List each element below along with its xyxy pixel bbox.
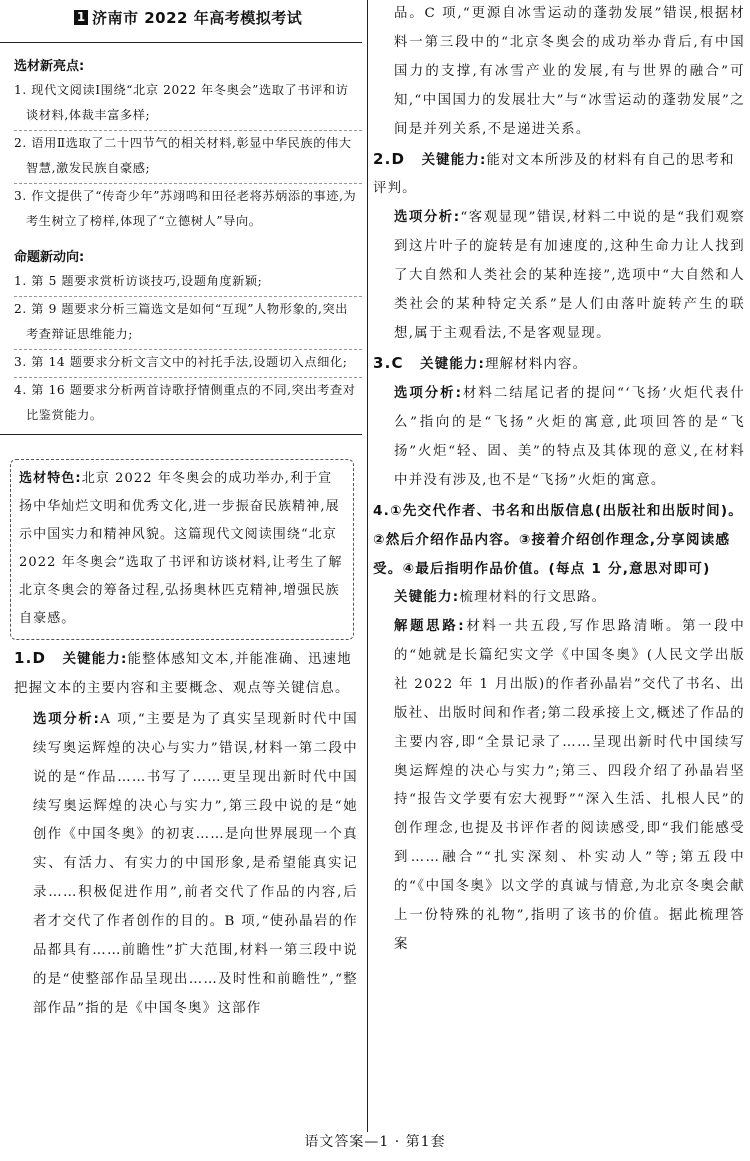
right-column bbox=[373, 0, 745, 960]
analysis-text: “客观显现”错误,材料二中说的是“我们观察到这片叶子的旋转是有加速度的,这种生命力让人找到了大自然和人类社会的某种连接”,选项中“大自然和人类社会的某种特定关系”是人们由落叶旋转产生的联想,属于主观看法,不是客观显现。 bbox=[394, 210, 746, 341]
exam-title: 济南市 2022 年高考模拟考试 bbox=[92, 8, 303, 27]
question-3-answer bbox=[373, 351, 745, 380]
trend-item: 3. 第 14 题要求分析文言文中的衬托手法,设题切入点细化; bbox=[14, 355, 348, 369]
exam-header bbox=[0, 0, 362, 34]
trend-item: 2. 第 9 题要求分析三篇选文是如何“互现”人物形象的,突出考查辩证思维能力; bbox=[14, 302, 349, 341]
ability-text: 梳理材料的行文思路。 bbox=[459, 590, 607, 606]
material-feature-text: 北京 2022 年冬奥会的成功举办,利于宣扬中华灿烂文明和优秀文化,进一步振奋民族精神,展示中国实力和精神风貌。这篇现代文阅读围绕“北京 2022 年冬奥会”选取了书评和访谈材料,让考生了解北京冬奥会的筹备过程,弘扬奥林匹克精神,增强民族自豪感。 bbox=[19, 471, 343, 626]
question-4-idea bbox=[373, 613, 745, 960]
ability-text: 理解材料内容。 bbox=[485, 356, 588, 372]
left-column bbox=[0, 0, 362, 1024]
solution-idea-label: 解题思路: bbox=[394, 619, 465, 635]
ability-label: 关键能力: bbox=[62, 652, 128, 667]
answer-letter: D bbox=[391, 149, 406, 168]
answer-letter: C bbox=[391, 353, 404, 372]
material-feature-box bbox=[10, 459, 354, 640]
ability-text: 能整体感知文本,并能准确、迅速地把握文本的主要内容和主要概念、观点等关键信息。 bbox=[14, 652, 352, 696]
question-2-answer bbox=[373, 147, 745, 205]
ability-label: 关键能力: bbox=[394, 590, 460, 606]
analysis-label: 选项分析: bbox=[394, 210, 461, 226]
analysis-text: A 项,“主要是为了真实呈现新时代中国续写奥运辉煌的决心与实力”错误,材料一第二段中说的是“作品……书写了……更呈现出新时代中国续写奥运辉煌的决心与实力”,第三段中说的是“她创作《中国冬奥》的初衷……是向世界展现一个真实、有活力、有实力的中国形象,是希望能真实记录……积极促进作用”,前者交代了作品的内容,后者才交代了作者创作的目的。B 项,“使孙晶岩的作品都具有……前瞻性”扩大范围,材料一第三段中说的是“使整部作品呈现出……及时性和前瞻性”,“整部作品”指的是《中国冬奥》这部作 bbox=[33, 711, 358, 1016]
trend-item: 1. 第 5 题要求赏析访谈技巧,设题角度新颖; bbox=[14, 274, 263, 288]
ability-label: 关键能力: bbox=[421, 152, 487, 168]
material-feature-label: 选材特色: bbox=[19, 471, 82, 486]
analysis-text: 材料二结尾记者的提问“‘飞扬’火炬代表什么”指向的是“飞扬”火炬的寓意,此项回答的是“飞扬”火炬“轻、固、美”的特点及其体现的意义,在材料中并没有涉及,也不是“飞扬”火炬的寓意。 bbox=[394, 385, 746, 488]
highlight-item: 1. 现代文阅读Ⅰ围绕“北京 2022 年冬奥会”选取了书评和访谈材料,体裁丰富多样; bbox=[14, 83, 349, 122]
analysis-label: 选项分析: bbox=[33, 711, 101, 727]
column-divider bbox=[367, 0, 368, 1132]
question-number: 3. bbox=[373, 353, 392, 372]
answer-letter: D bbox=[32, 649, 47, 667]
question-1-answer bbox=[14, 646, 358, 704]
exam-number-badge: 1 bbox=[74, 10, 88, 25]
ability-label: 关键能力: bbox=[420, 356, 486, 372]
question-2-analysis bbox=[373, 204, 745, 349]
ability-text: 能对文本所涉及的材料有自己的思考和评判。 bbox=[373, 152, 735, 197]
highlight-item: 2. 语用Ⅱ选取了二十四节气的相关材料,彰显中华民族的伟大智慧,激发民族自豪感; bbox=[14, 136, 352, 175]
question-3-analysis bbox=[373, 380, 745, 496]
question-1-analysis bbox=[14, 706, 358, 1024]
new-trends-heading: 命题新动向: bbox=[14, 250, 85, 265]
section-rule bbox=[0, 434, 362, 435]
question-4-ability bbox=[373, 584, 745, 613]
answer-text: ①先交代作者、书名和出版信息(出版社和出版时间)。②然后介绍作品内容。③接着介绍创作理念,分享阅读感受。④最后指明作品价值。(每点 1 分,意思对即可) bbox=[373, 503, 744, 578]
question-4-answer bbox=[373, 497, 745, 584]
solution-idea-text: 材料一共五段,写作思路清晰。第一段中的“她就是长篇纪实文学《中国冬奥》(人民文学出版社 2022 年 1 月出版)的作者孙晶岩”交代了书名、出版社、出版时间和作者;第二段承接上文,概述了作品的主要内容,即“全景记录了……呈现出新时代中国续写奥运辉煌的决心与实力”;第三、四段介绍了孙晶岩坚持“报告文学要有宏大视野”“深入生活、扎根人民”的创作理念,也提及书评作者的阅读感受,即“我们能感受到……融合”“扎实深刻、朴实动人”等;第五段中的“《中国冬奥》以文学的真诚与情意,为北京冬奥会献上一份特殊的礼物”,指明了该书的价值。据此梳理答案 bbox=[394, 619, 746, 952]
page-footer: 语文答案—1 · 第1套 bbox=[304, 1134, 446, 1150]
analysis-label: 选项分析: bbox=[394, 385, 463, 401]
question-1-analysis-continued: 品。C 项,“更源自冰雪运动的蓬勃发展”错误,根据材料一第三段中的“北京冬奥会的成功举办背后,有中国国力的支撑,有冰雪产业的发展,有与世界的融合”可知,“中国国力的发展壮大”与“冰雪运动的蓬勃发展”之间是并列关系,不是递进关系。 bbox=[394, 6, 745, 137]
header-rule bbox=[0, 42, 362, 43]
question-number: 4. bbox=[373, 503, 391, 520]
question-number: 2. bbox=[373, 149, 392, 168]
question-number: 1. bbox=[14, 649, 33, 667]
highlight-item: 3. 作文提供了“传奇少年”苏翊鸣和田径老将苏炳添的事迹,为考生树立了榜样,体现了“立德树人”导向。 bbox=[14, 189, 357, 228]
new-highlights-heading: 选材新亮点: bbox=[14, 59, 85, 74]
trend-item: 4. 第 16 题要求分析两首诗歌抒情侧重点的不同,突出考查对比鉴赏能力。 bbox=[14, 383, 356, 422]
